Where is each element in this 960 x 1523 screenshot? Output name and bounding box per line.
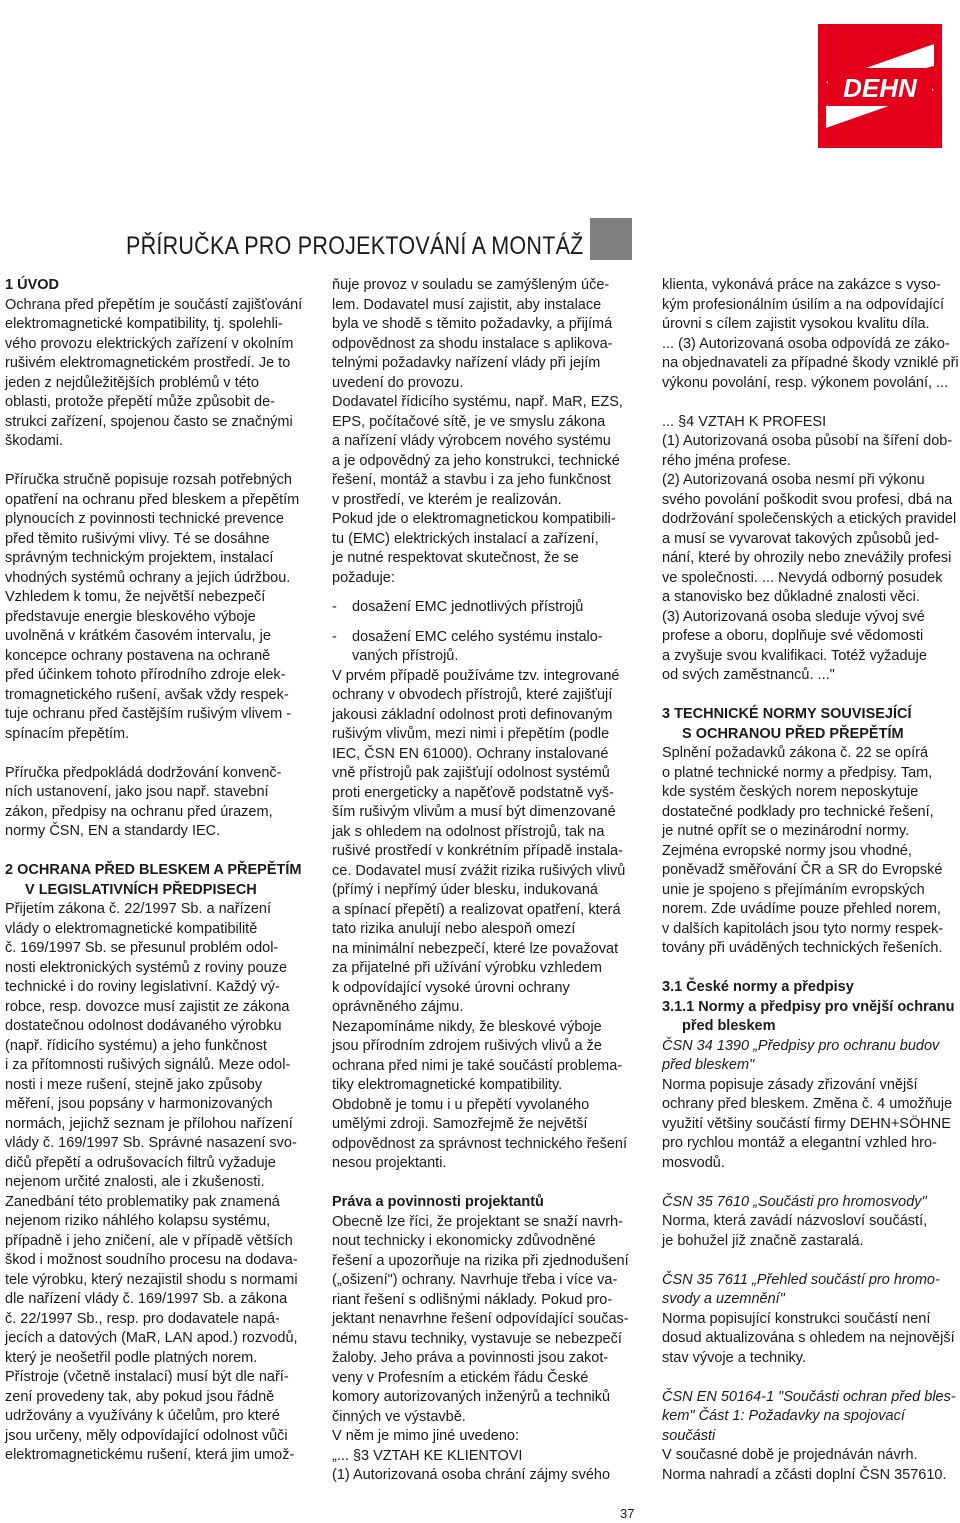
text-line: ... §4 VZTAH K PROFESI	[662, 413, 827, 430]
text-line: je nutné respektovat skutečnost, že se	[332, 550, 579, 566]
text-line: nejenom riziko náhlého kolapsu systému,	[5, 1213, 271, 1229]
text-line: za přijatelné při užívání výrobku vzhledem	[332, 960, 602, 976]
text-line: klienta, vykonává práce na zakázce s vyso-	[662, 277, 941, 293]
text-line: V něm je mimo jiné uvedeno:	[332, 1428, 519, 1444]
column-1	[5, 276, 305, 1466]
text-line: rého jména profese.	[662, 452, 791, 469]
text-line: jeden z nejdůležitějších problémů v této	[5, 374, 259, 391]
norm-2-title: ČSN 35 7610 „Součásti pro hromosvody"	[662, 1193, 927, 1210]
text-line: před účinkem tohoto přírodního zdroje elek-	[5, 667, 286, 683]
text-line: udržovány a využívány k účelům, pro které	[5, 1408, 280, 1424]
text-line: kde systém českých norem neposkytuje	[662, 784, 919, 800]
text-line: jecích a datových (MaR, LAN apod.) rozvodů,	[5, 1330, 298, 1346]
text-line: Zejména evropské normy jsou vhodné,	[662, 842, 912, 859]
text-line: nout technicky i ekonomicky zdůvodněné	[332, 1233, 596, 1249]
text-line: tuje ochranu před častějším rušivým vlivem -	[5, 706, 292, 722]
text-line: č. 169/1997 Sb. se přesunul problém odol-	[5, 940, 279, 956]
text-line: řešení a upozorňuje na rizika při zjednodušení	[332, 1252, 629, 1269]
text-line: škodami.	[5, 433, 64, 449]
text-line: norem. Zde uvádíme pouze přehled norem,	[662, 901, 941, 917]
text-line: strukci zařízení, spojenou často se značnými	[5, 413, 293, 430]
text-line: vlády o elektromagnetické kompatibilitě	[5, 920, 258, 937]
section-3-1-heading: 3.1 České normy a předpisy	[662, 979, 854, 995]
text-line: profese a oboru, doplňuje své vědomosti	[662, 628, 924, 644]
text-line: výkonu povolání, resp. výkonem povolání, ...	[662, 374, 949, 391]
column-2-paragraph-a	[332, 276, 632, 588]
text-line: oblasti, protože přepětí může způsobit de-	[5, 394, 276, 410]
text-line: nému stavu techniky, vystavuje se nebezpečí	[332, 1330, 622, 1347]
text-line: k odpovídající vysoké úrovni ochrany	[332, 979, 570, 996]
text-line: Přijetím zákona č. 22/1997 Sb. a nařízení	[5, 901, 271, 917]
text-line: EPS, počítačové sítě, je ve smyslu zákona	[332, 413, 606, 430]
text-line: poněvadž směřování ČR a SR do Evropské	[662, 862, 943, 878]
text-line: ším rušivým vlivům a musí být dimenzované	[332, 804, 616, 820]
text-line: škod i možnost soudního procesu na dodava-	[5, 1252, 298, 1268]
text-line: v prostředí, ve kterém je realizován.	[332, 491, 562, 508]
text-line: (1) Autorizovaná osoba působí na šíření dob-	[662, 433, 953, 449]
section-1-paragraph	[5, 296, 305, 452]
text-line: unie je spojeno s přejímáním evropských	[662, 881, 925, 898]
text-line: na minimální nebezpečí, které lze považovat	[332, 940, 619, 957]
title-square-decoration	[590, 218, 632, 260]
text-line: v dalších kapitolách jsou tyto normy respek-	[662, 920, 944, 937]
text-line: V prvém případě používáme tzv. integrované	[332, 667, 620, 684]
text-line: a stanovisko bez důkladné znalosti věci.	[662, 589, 920, 605]
dehn-logo-graphic	[818, 24, 942, 148]
text-line: normy ČSN, EN a standardy IEC.	[5, 823, 221, 839]
text-line: a spínací přepětí) a realizovat opatření, která	[332, 901, 621, 918]
dehn-logo-text: DEHN	[843, 73, 917, 103]
section-3-paragraph	[662, 744, 960, 959]
text-line: Vzhledem k tomu, že největší nebezpečí	[5, 589, 266, 605]
norm-2-description	[662, 1212, 960, 1251]
text-line: zení provedeny tak, aby pokud jsou řádně	[5, 1388, 275, 1405]
text-line: žaloby. Jeho práva a povinnosti jsou zakot-	[332, 1350, 609, 1366]
text-line: je bohužel již značně zastaralá.	[662, 1232, 864, 1249]
column-2-paragraph-b	[332, 667, 632, 1174]
text-line: a zvyšuje svou kvalifikaci. Totéž vyžaduje	[662, 647, 927, 664]
text-line: kým profesionálním úsilím a na odpovídající	[662, 296, 945, 313]
norm-3-description	[662, 1310, 960, 1369]
paragraph-3	[5, 764, 305, 842]
text-line: dosud aktualizována s ohledem na nejnovější	[662, 1330, 955, 1346]
text-line: jak s ohledem na odolnost přístrojů, tak na	[332, 823, 605, 840]
text-line: vně přístrojů pak zajišťují odolnost systémů	[332, 765, 610, 781]
text-line: správným technickým projektem, instalací	[5, 550, 274, 566]
norm-1-description	[662, 1076, 960, 1174]
text-line: uvolněná v krátkém časovém intervalu, je	[5, 628, 271, 644]
text-line: elektromagnetické kompatibility, tj. spolehli-	[5, 316, 283, 332]
text-line: Norma nahradí a zčásti doplní ČSN 357610.	[662, 1466, 947, 1483]
section-3-heading-line-2: S OCHRANOU PŘED PŘEPĚTÍM	[682, 725, 904, 742]
column-3-paragraph-a	[662, 276, 960, 393]
column-2-paragraph-c	[332, 1213, 632, 1486]
text-line: a nařízení vlády výrobcem nového systému	[332, 433, 611, 449]
page-title: PŘÍRUČKA PRO PROJEKTOVÁNÍ A MONTÁŽ	[126, 232, 584, 260]
text-line: Obdobně je tomu i u přepětí vyvolaného	[332, 1096, 590, 1113]
text-line: využití většiny součástí firmy DEHN+SÖHNE	[662, 1115, 951, 1132]
text-line: tiky elektromagnetické kompatibility.	[332, 1077, 563, 1093]
text-line: jsou určeny, měly odpovídající odolnost vůči	[5, 1427, 288, 1444]
text-line: uvedení do provozu.	[332, 374, 464, 391]
text-line: veny v Profesním a etickém řádu České	[332, 1369, 589, 1386]
text-line: ních ustanovení, jako jsou např. stavební	[5, 784, 269, 800]
norm-3-title-line-1: ČSN 35 7611 „Přehled součástí pro hromo-	[662, 1271, 940, 1288]
text-line: Přístroje (včetně instalací) musí být dle naří-	[5, 1369, 289, 1385]
text-line: oprávněného zájmu.	[332, 999, 464, 1015]
text-line: jakousi základní odolnost proti definovaným	[332, 706, 613, 723]
text-line: ňuje provoz v souladu se zamýšleným úče-	[332, 277, 610, 293]
text-line: i za přítomnosti rušivých signálů. Meze odol-	[5, 1057, 291, 1073]
text-line: lem. Dodavatel musí zajistit, aby instalace	[332, 296, 602, 313]
section-3-1-1-heading-line-2: před bleskem	[682, 1018, 776, 1034]
text-line: ve společnosti. ... Nevydá odborný posudek	[662, 569, 943, 586]
text-line: úrovni s cílem zajistit vysokou kvalitu díla.	[662, 316, 930, 332]
text-line: robce, resp. dovozce musí zajistit ze zákona	[5, 998, 290, 1015]
text-line: Ochrana před přepětím je součástí zajišťování	[5, 296, 303, 313]
text-line: dle nařízení vlády č. 169/1997 Sb. a zákona	[5, 1291, 288, 1307]
text-line: nosti elektronických systémů z roviny pouze	[5, 959, 288, 976]
section-3-1-1-heading-line-1: 3.1.1 Normy a předpisy pro vnější ochranu	[662, 998, 955, 1015]
text-line: spínacím přepětím.	[5, 725, 130, 742]
text-line: zákon, předpisy na ochranu před úrazem,	[5, 803, 273, 820]
text-line: („ošizení") ochrany. Navrhuje třeba i více va-	[332, 1272, 618, 1288]
text-line: dostatečné podklady pro technické řešení,	[662, 803, 934, 820]
paragraph-2	[5, 471, 305, 744]
text-line: továny při uváděných technických řešeních.	[662, 940, 943, 956]
text-line: tu (EMC) elektrických instalací a zařízení,	[332, 530, 599, 547]
text-line: ochrana před nimi je také součástí problema-	[332, 1057, 623, 1074]
text-line: č. 22/1997 Sb., resp. pro dodavatele napá-	[5, 1310, 280, 1327]
dehn-logo	[818, 24, 942, 148]
text-line: Splnění požadavků zákona č. 22 se opírá	[662, 745, 929, 761]
text-line: telnými požadavky nařízení vlády při jejím	[332, 355, 601, 371]
text-line: umělými zdroji. Samozřejmě že největší	[332, 1116, 588, 1132]
text-line: „... §3 VZTAH KE KLIENTOVI	[332, 1447, 523, 1464]
bullet-item-2-text-line-1: dosažení EMC celého systému instalo-	[352, 628, 603, 645]
text-line: vlády č. 169/1997 Sb. Správné nasazení svo-	[5, 1135, 297, 1151]
text-line: dodržování společenských a etických pravidel	[662, 511, 957, 527]
text-line: je nutné opřít se o mezinárodní normy.	[662, 823, 910, 839]
column-3-paragraph-b	[662, 413, 960, 686]
text-line: Nezapomínáme nikdy, že bleskové výboje	[332, 1018, 602, 1035]
text-line: Příručka stručně popisuje rozsah potřebných	[5, 472, 292, 488]
text-line: a musí se vyvarovat takových způsobů jed-	[662, 530, 940, 547]
text-line: proti energeticky a napěťově podstatně vyš-	[332, 784, 614, 801]
text-line: plynoucích z povinnosti technické prevence	[5, 511, 284, 527]
section-2-heading-line-1: 2 OCHRANA PŘED BLESKEM A PŘEPĚTÍM	[5, 862, 302, 878]
section-2-paragraph	[5, 900, 305, 1466]
text-line: normách, jejichž seznam je přílohou nařízení	[5, 1115, 293, 1132]
bullet-item-2: - dosažení EMC celého systému instalo- vaných přístrojů.	[332, 628, 603, 664]
text-line: od svých zaměstnanců. ..."	[662, 667, 835, 683]
norm-1-title-line-1: ČSN 34 1390 „Předpisy pro ochranu budov	[662, 1037, 940, 1054]
bullet-item-1: - dosažení EMC jednotlivých přístrojů	[332, 598, 632, 618]
norm-4-title-line-2: kem" Část 1: Požadavky na spojovací součásti	[662, 1408, 905, 1444]
norm-3-title-line-2: svody a uzemnění"	[662, 1291, 785, 1307]
text-line: ochrany před bleskem. Změna č. 4 umožňuje	[662, 1096, 953, 1112]
text-line: opatření na ochranu před bleskem a přepětím	[5, 491, 300, 508]
section-3-heading-line-1: 3 TECHNICKÉ NORMY SOUVISEJÍCÍ	[662, 706, 912, 722]
text-line: tato rizika anulují nebo alespoň omezí	[332, 921, 576, 937]
text-line: měření, jsou popsány v harmonizovaných	[5, 1096, 273, 1112]
text-line: ... (3) Autorizovaná osoba odpovídá ze záko-	[662, 335, 950, 352]
text-line: koncepce ochrany postavena na ochraně	[5, 647, 271, 664]
column-2	[332, 276, 632, 1486]
page-number: 37	[620, 1506, 635, 1521]
text-line: (přímý i nepřímý úder blesku, indukovaná	[332, 882, 598, 898]
text-line: tromagnetického rušení, avšak vždy respek-	[5, 686, 289, 703]
text-line: Obecně lze říci, že projektant se snaží navrh-	[332, 1213, 623, 1230]
text-line: řešení, montáž a stavbu i za jeho funkčnost	[332, 472, 611, 488]
text-line: Dodavatel řídicího systému, např. MaR, EZS,	[332, 394, 623, 410]
text-line: Příručka předpokládá dodržování konvenč-	[5, 764, 282, 781]
bullet-item-2-text-line-2: vaných přístrojů.	[352, 648, 459, 664]
text-line: ce. Dodavatel musí zvážit rizika rušivých vlivů	[332, 862, 626, 879]
text-line: jsou přírodním zdrojem rušivých vlivů a že	[332, 1038, 602, 1054]
text-line: nejenom určité znalosti, ale i zkušenosti.	[5, 1174, 265, 1190]
text-line: nání, které by ohrozily nebo znevážily profesi	[662, 550, 952, 566]
text-line: byla ve shodě s těmito požadavky, a přijímá	[332, 316, 613, 332]
text-line: pro rychlou montáž a elegantní vzhled hro-	[662, 1135, 937, 1151]
text-line: (1) Autorizovaná osoba chrání zájmy svého	[332, 1467, 611, 1483]
text-line: který je neošetřil podle platných norem.	[5, 1349, 258, 1366]
text-line: stav vývoje a techniky.	[662, 1349, 806, 1366]
text-line: rušivé prostředí v konkrétním případě instala-	[332, 843, 623, 859]
text-line: rušivým vlivům, mezi nimi i přepětím (podle	[332, 726, 610, 742]
text-line: vého provozu elektrických zařízení v okolním	[5, 335, 294, 352]
norm-4-description	[662, 1446, 960, 1485]
text-line: představuje energie bleskového výboje	[5, 608, 256, 625]
text-line: (2) Autorizovaná osoba nesmí při výkonu	[662, 472, 925, 488]
text-line: odpovědnost za správnost technického řešení	[332, 1135, 628, 1152]
text-line: činných ve výstavbě.	[332, 1408, 466, 1425]
text-line: jektant nenavrhne řešení odpovídající součas-	[332, 1311, 629, 1327]
text-line: odpovědnost za shodu instalace s aplikova-	[332, 335, 613, 352]
section-1-heading: 1 ÚVOD	[5, 277, 59, 293]
text-line: nesou projektanti.	[332, 1155, 447, 1171]
text-line: na objednavateli za případné škody vzniklé při	[662, 355, 959, 371]
text-line: rušivém elektromagnetickém prostředí. Je to	[5, 355, 291, 371]
text-line: Pokud jde o elektromagnetickou kompatibili-	[332, 511, 616, 527]
text-line: komory autorizovaných inženýrů a techniků	[332, 1389, 611, 1405]
text-line: Zanedbání této problematiky pak znamená	[5, 1193, 280, 1210]
text-line: vhodných systémů ochrany a jejich údržbou.	[5, 569, 291, 586]
text-line: případně i jeho zničení, ale v případě větších	[5, 1232, 293, 1249]
text-line: tele výrobku, který nezajistil shodu s normami	[5, 1271, 298, 1288]
text-line: Norma popisující konstrukci součástí není	[662, 1310, 931, 1327]
rights-duties-heading: Práva a povinnosti projektantů	[332, 1194, 544, 1210]
text-line: technické i do roviny legislativní. Každý vý-	[5, 979, 280, 995]
text-line: svého povolání poškodit svou profesi, dbá na	[662, 491, 953, 508]
text-line: před těmito rušivými vlivy. Té se dosáhne	[5, 530, 270, 547]
text-line: IEC, ČSN EN 61000). Ochrany instalované	[332, 745, 609, 762]
text-line: ochrany v obvodech přístrojů, které zajišťují	[332, 687, 613, 703]
text-line: (např. řídicího systému) a jeho funkčnost	[5, 1037, 267, 1054]
bullet-item-1-text: dosažení EMC jednotlivých přístrojů	[352, 599, 584, 615]
text-line: a je odpovědný za jeho konstrukci, technické	[332, 452, 620, 469]
text-line: (3) Autorizovaná osoba sleduje vývoj své	[662, 608, 925, 625]
text-line: dičů přepětí a odrušovacích filtrů vyžaduje	[5, 1154, 276, 1171]
text-line: riant řešení s odlišnými náklady. Pokud pro-	[332, 1291, 613, 1308]
text-line: o platné technické normy a předpisy. Tam,	[662, 764, 933, 781]
text-line: Norma popisuje zásady zřizování vnější	[662, 1076, 918, 1093]
text-line: V současné době je projednáván návrh.	[662, 1447, 918, 1463]
norm-4-title-line-1: ČSN EN 50164-1 "Součásti ochran před bles-	[662, 1388, 956, 1405]
section-2-heading-line-2: V LEGISLATIVNÍCH PŘEDPISECH	[25, 881, 257, 898]
norm-1-title-line-2: před bleskem"	[662, 1057, 755, 1073]
text-line: elektromagnetickému rušení, která jim umož-	[5, 1447, 295, 1463]
text-line: dostatečnou odolnost dodávaného výrobku	[5, 1018, 282, 1034]
text-line: Norma, která zavádí názvosloví součástí,	[662, 1213, 928, 1229]
text-line: požaduje:	[332, 569, 395, 586]
text-line: nosti i meze rušení, stejně jako způsoby	[5, 1076, 263, 1093]
text-line: mosvodů.	[662, 1154, 725, 1171]
column-3	[662, 276, 960, 1485]
